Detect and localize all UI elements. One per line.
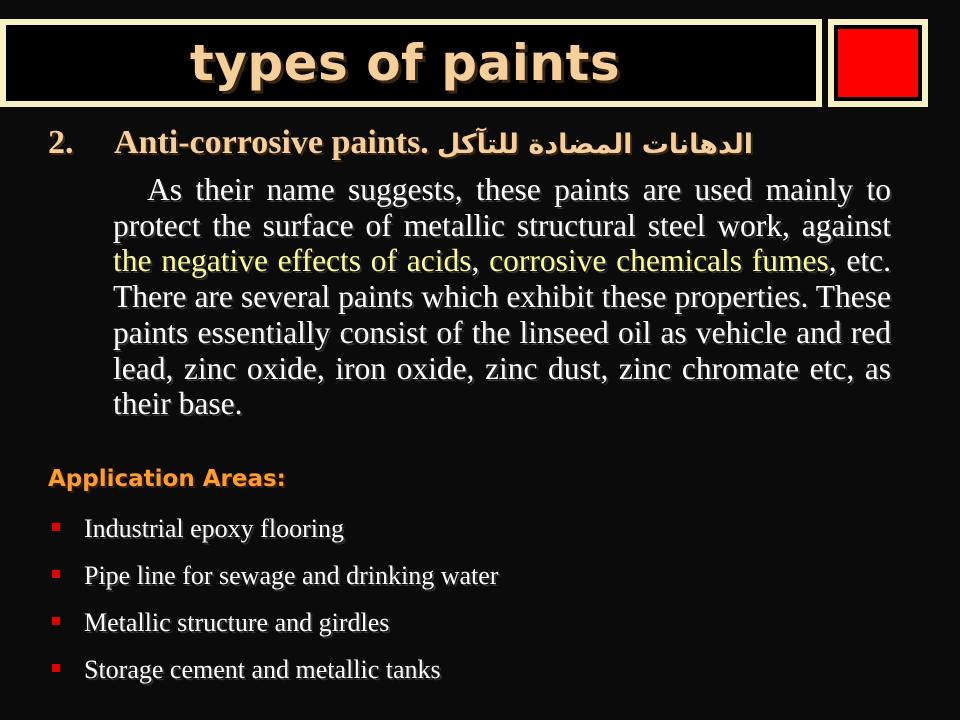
list-item xyxy=(48,512,908,559)
list-item xyxy=(48,559,908,606)
paragraph-text: , xyxy=(471,243,490,279)
section-heading xyxy=(48,124,898,162)
red-square-accent xyxy=(838,29,918,97)
title-banner-inner xyxy=(6,25,816,101)
list-item-text: Pipe line for sewage and drinking water xyxy=(84,561,499,590)
description-paragraph xyxy=(113,172,891,422)
paragraph-text: , etc. There are several paints which exhibit these properties. These paints essentially consist of the linseed oil as vehicle and red lead, zinc oxide, iron oxide, zinc dust, zinc chromate etc, as their base. xyxy=(113,243,892,422)
title-banner xyxy=(0,19,822,107)
list-item xyxy=(48,653,908,700)
paragraph-highlight-fumes: corrosive chemicals fumes xyxy=(489,243,829,279)
heading-arabic: الدهانات المضادة للتآكل xyxy=(436,129,754,160)
heading-number: 2. xyxy=(48,124,74,161)
paragraph-highlight-acids: the negative effects of acids xyxy=(113,243,472,279)
accent-frame-inner xyxy=(834,25,922,101)
application-areas-label: Application Areas: xyxy=(48,466,286,492)
list-item-text: Industrial epoxy flooring xyxy=(84,514,344,543)
list-item-text: Metallic structure and girdles xyxy=(84,608,390,637)
bullet-square-icon xyxy=(52,570,60,578)
bullet-square-icon xyxy=(52,523,60,531)
list-item-text: Storage cement and metallic tanks xyxy=(84,655,441,684)
paragraph-text: As their name suggests, these paints are used mainly to protect the surface of metallic structural steel work, against xyxy=(113,172,891,243)
list-item xyxy=(48,606,908,653)
slide-title: types of paints xyxy=(189,34,621,92)
accent-frame xyxy=(828,19,928,107)
heading-english: Anti-corrosive paints. xyxy=(114,124,429,161)
bullet-square-icon xyxy=(52,617,60,625)
bullet-square-icon xyxy=(52,664,60,672)
application-list xyxy=(48,512,908,700)
